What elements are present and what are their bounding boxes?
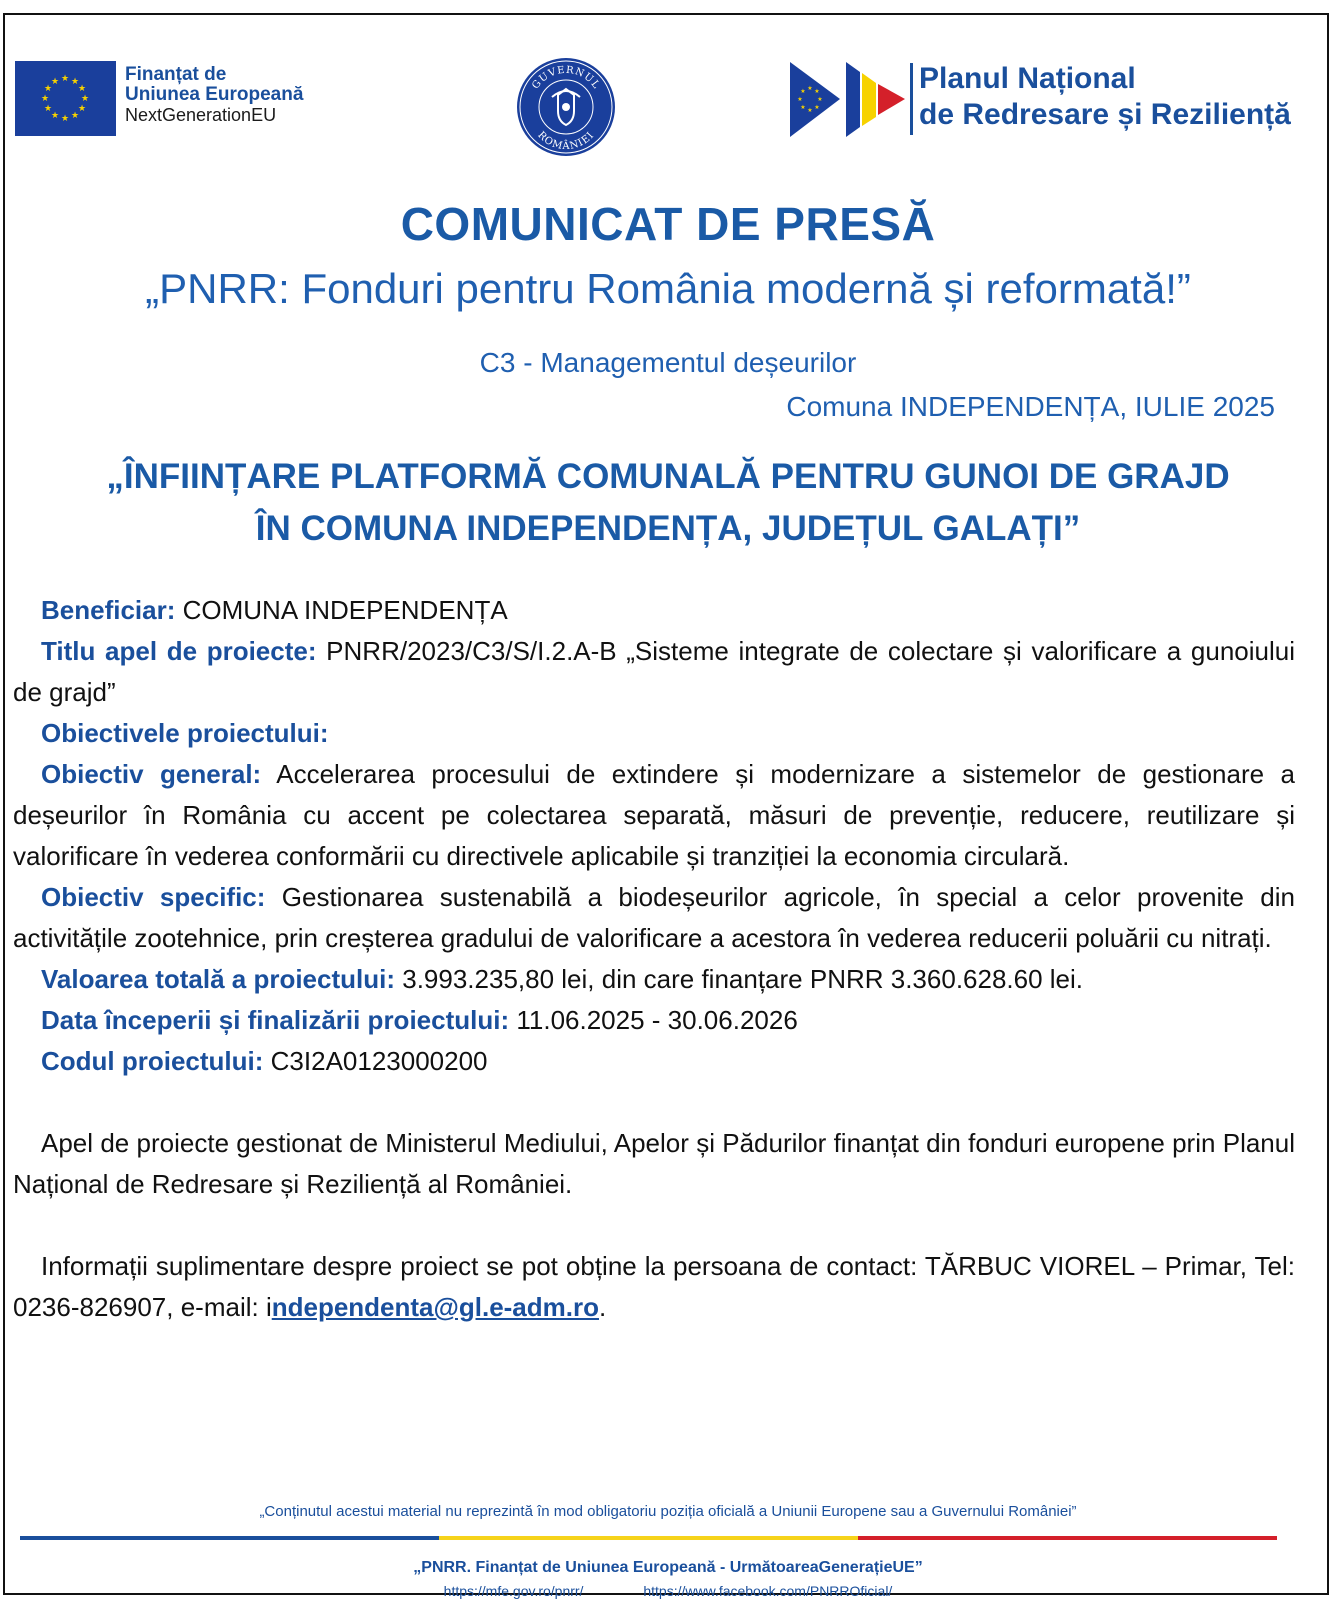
government-seal-icon <box>514 55 618 159</box>
page-title: COMUNICAT DE PRESĂ <box>400 198 936 250</box>
obiectiv-general-row: Obiectiv general: Accelerarea procesului de extindere și modernizare a sistemelor de gestionare a deșeurilor în România cu accent pe colectarea separată, măsuri de prevenție, reducere, reutilizare și valorificare în vederea conformării cu directivele aplicabile și tranziției la economia circulară. <box>13 759 1295 871</box>
eu-flag-icon <box>15 61 116 136</box>
svg-text:★: ★ <box>60 74 70 84</box>
spacer <box>13 1082 1295 1123</box>
svg-text:GUVERNUL: GUVERNUL <box>530 64 602 92</box>
footer-slogan: „PNRR. Finanțat de Uniunea Europeană - UrmătoareaGenerațieUE” <box>413 1559 923 1576</box>
project-title: „ÎNFIINȚARE PLATFORMĂ COMUNALĂ PENTRU GUNOI DE GRAJD ÎN COMUNA INDEPENDENȚA, JUDEȚUL GALAȚI” <box>106 457 1230 548</box>
svg-text:★: ★ <box>70 111 80 121</box>
cod-row: Codul proiectului: C3I2A0123000200 <box>41 1046 488 1076</box>
footer-link-mfe[interactable]: https://mfe.gov.ro/pnrr/ <box>443 1583 584 1599</box>
email-link[interactable]: ndependenta@gl.e-adm.ro <box>271 1292 599 1322</box>
svg-text:★: ★ <box>814 88 820 95</box>
svg-text:★: ★ <box>77 104 87 114</box>
svg-text:★: ★ <box>800 104 806 111</box>
page-subtitle: „PNRR: Fonduri pentru România modernă și reformată!” <box>145 265 1191 312</box>
valoare-row: Valoarea totală a proiectului: 3.993.235,80 lei, din care finanțare PNRR 3.360.628.60 lei. <box>41 964 1084 994</box>
data-row: Data începerii și finalizării proiectului: 11.06.2025 - 30.06.2026 <box>41 1005 798 1035</box>
eu-funding-label: Finanțat de Uniunea Europeană NextGenerationEU <box>125 64 304 125</box>
tricolor-blue <box>20 1536 439 1540</box>
contact-paragraph: Informații suplimentare despre proiect se pot obține la persoana de contact: TĂRBUC VIOREL – Primar, Tel: 0236-826907, e-mail: independenta@gl.e-adm.ro. <box>13 1251 1295 1322</box>
svg-text:★: ★ <box>43 104 53 114</box>
component-label: C3 - Managementul deșeurilor <box>479 347 857 378</box>
svg-text:★: ★ <box>70 77 80 87</box>
logo-divider <box>910 63 913 135</box>
svg-text:★: ★ <box>814 104 820 111</box>
tricolor-yellow <box>439 1536 858 1540</box>
svg-text:★: ★ <box>80 94 90 104</box>
beneficiar-row: Beneficiar: COMUNA INDEPENDENȚA <box>41 595 508 625</box>
disclaimer: „Conținutul acestui material nu reprezintă în mod obligatoriu poziția oficială a Uniunii Europene sau a Guvernului României” <box>259 1503 1077 1520</box>
svg-text:★: ★ <box>817 96 823 103</box>
apel-gestionat-paragraph: Apel de proiecte gestionat de Ministerul Mediului, Apelor și Pădurilor finanțat din fonduri europene prin Planul Național de Redresare și Reziliență al României. <box>13 1128 1295 1199</box>
svg-text:★: ★ <box>50 77 60 87</box>
place-date: Comuna INDEPENDENȚA, IULIE 2025 <box>786 391 1275 422</box>
footer-link-facebook[interactable]: https://www.facebook.com/PNRROficial/ <box>643 1583 893 1599</box>
tricolor-divider <box>20 1536 1277 1540</box>
tricolor-red <box>858 1536 1277 1540</box>
footer-links <box>5 1583 1331 1599</box>
press-release-page <box>3 13 1329 1599</box>
pnrr-logo-icon <box>790 62 905 137</box>
svg-text:ROMÂNIEI: ROMÂNIEI <box>535 129 597 153</box>
svg-text:★: ★ <box>797 96 803 103</box>
spacer <box>13 1205 1295 1246</box>
svg-text:★: ★ <box>800 88 806 95</box>
project-details <box>13 590 1295 1328</box>
svg-text:★: ★ <box>50 111 60 121</box>
svg-text:★: ★ <box>807 85 813 92</box>
pnrr-logo-label: Planul Național de Redresare și Reziliență <box>919 62 1291 131</box>
svg-text:★: ★ <box>807 107 813 114</box>
obiective-heading: Obiectivele proiectului: <box>41 718 329 748</box>
svg-text:★: ★ <box>60 114 70 124</box>
svg-text:★: ★ <box>40 94 50 104</box>
svg-text:★: ★ <box>43 84 53 94</box>
obiectiv-specific-row: Obiectiv specific: Gestionarea sustenabilă a biodeșeurilor agricole, în special a celor provenite din activitățile zootehnice, prin creșterea gradului de valorificare a acestora în vederea reducerii poluării cu nitrați. <box>13 882 1295 953</box>
svg-text:★: ★ <box>77 84 87 94</box>
apel-row: Titlu apel de proiecte: PNRR/2023/C3/S/I.2.A-B „Sisteme integrate de colectare și valorificare a gunoiului de grajd” <box>13 636 1295 707</box>
